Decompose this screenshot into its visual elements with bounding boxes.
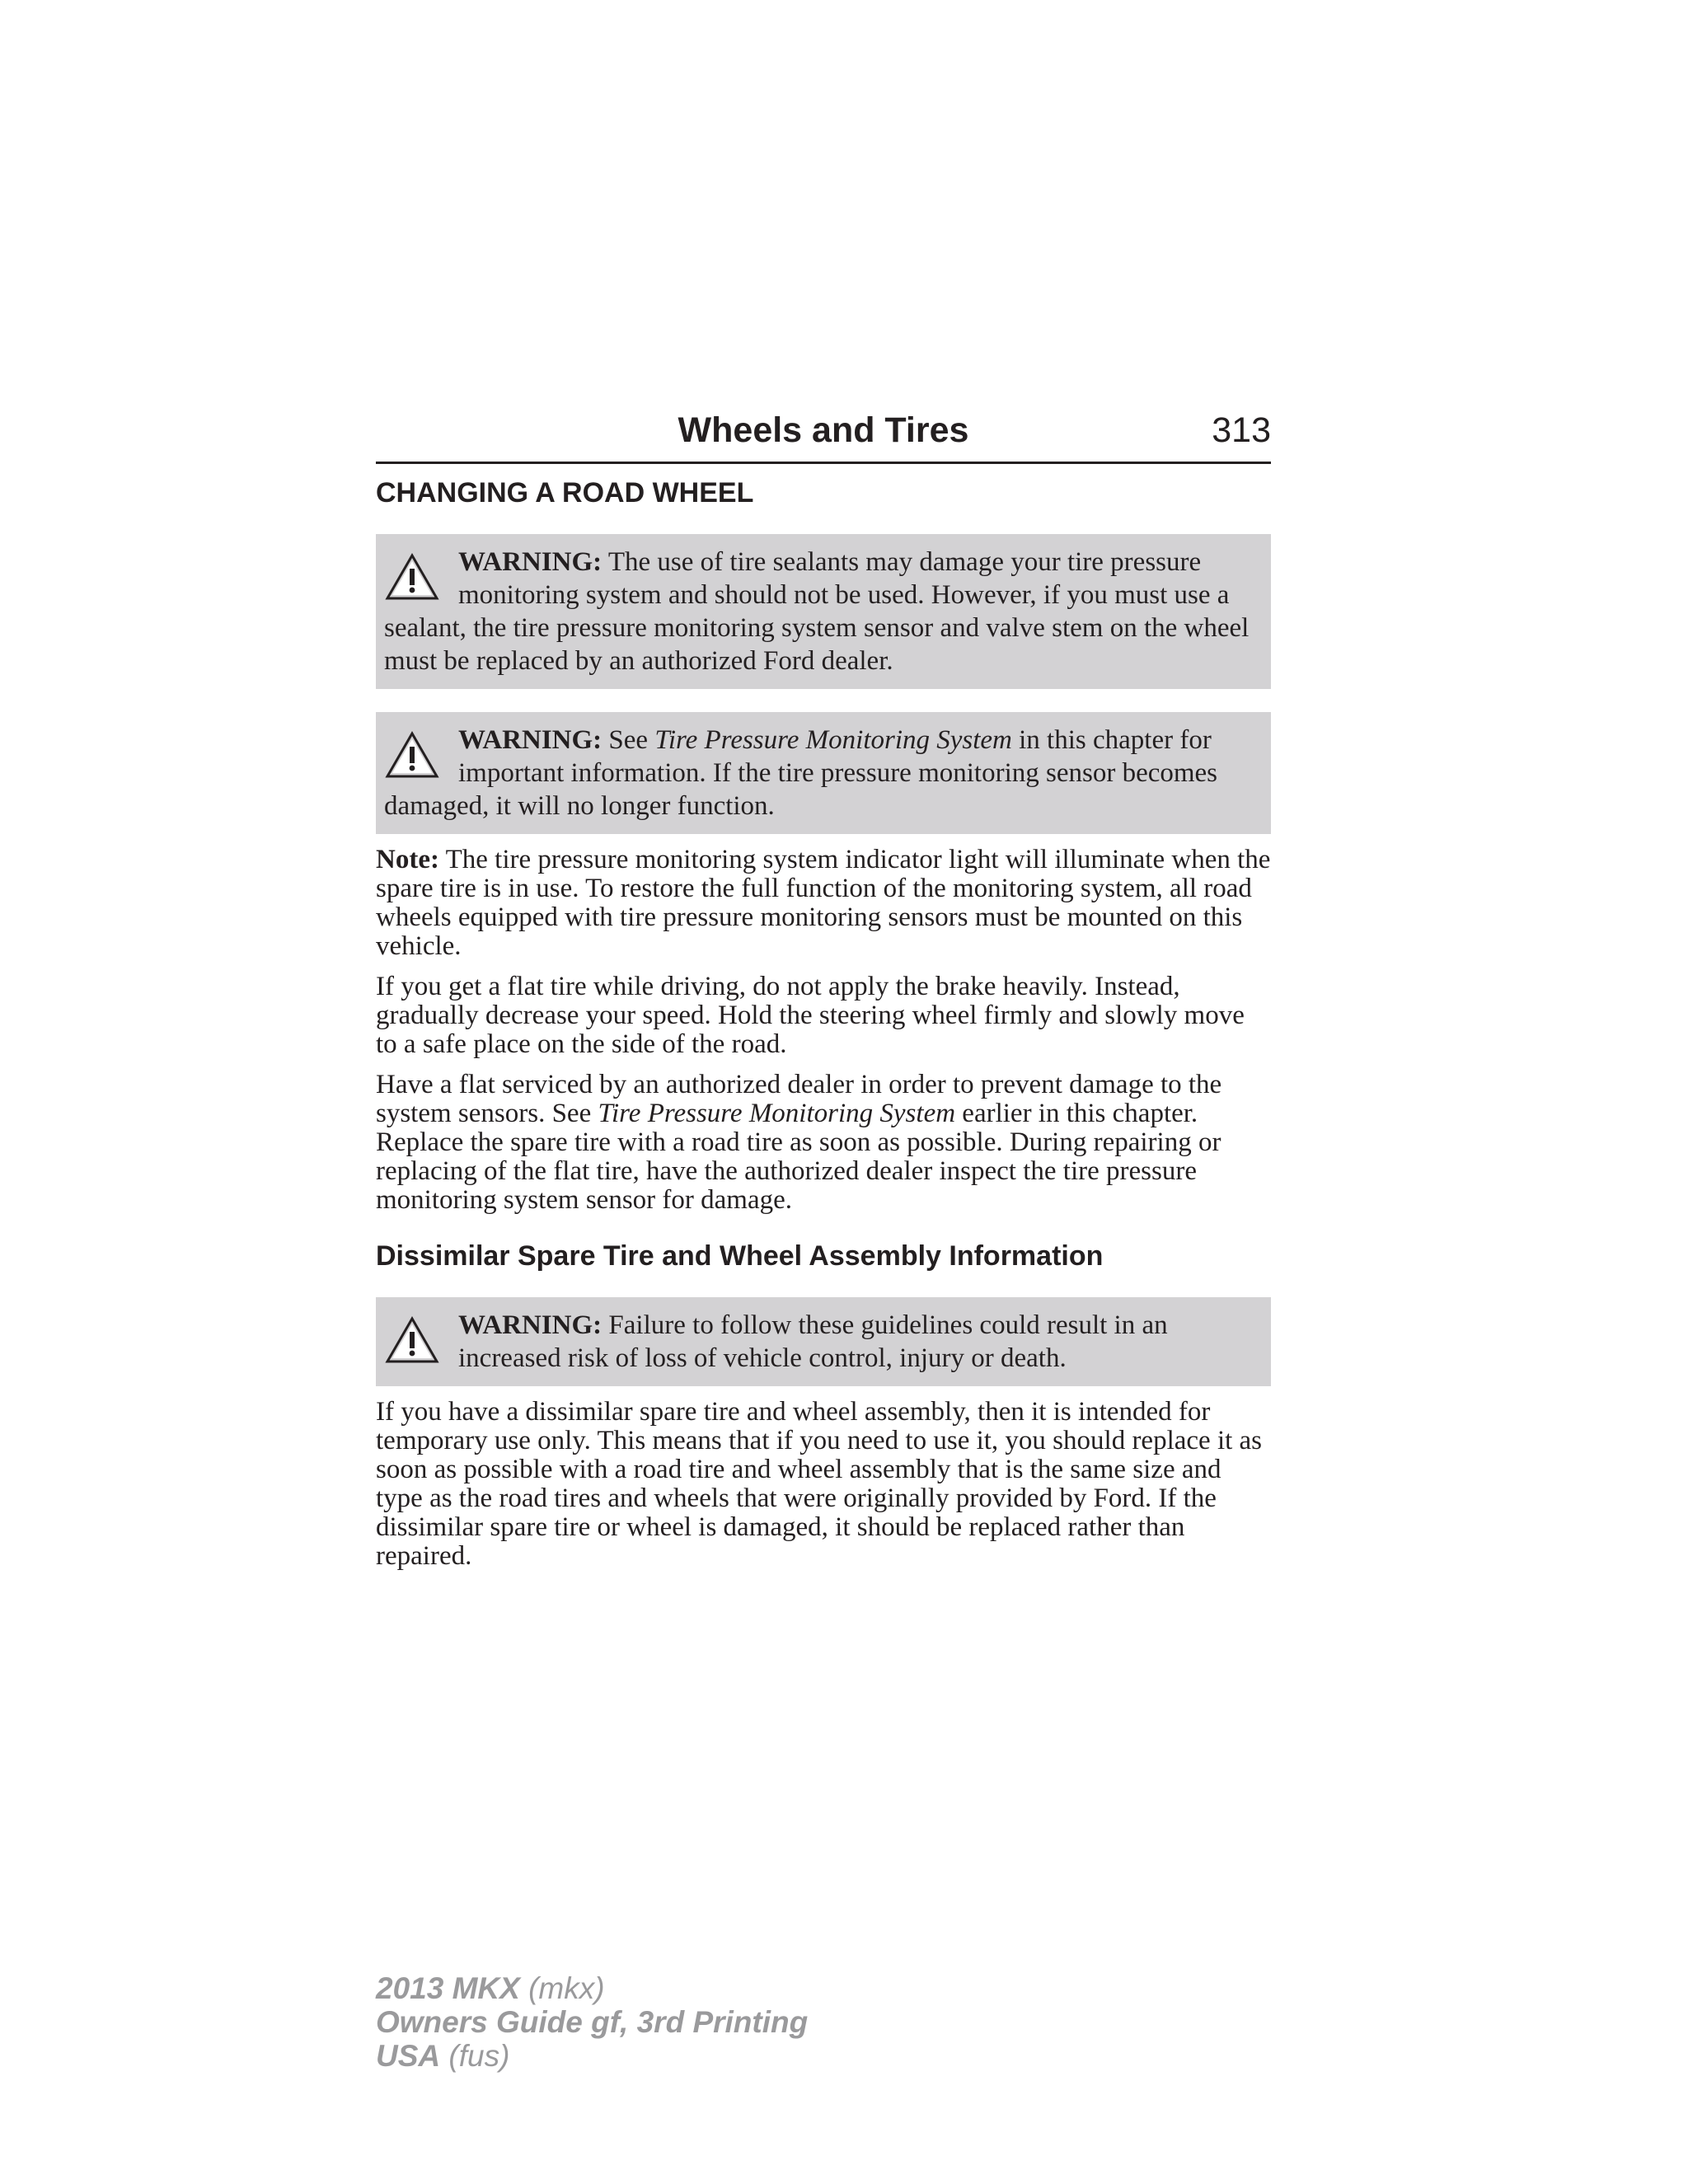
flat-tire-paragraph: If you get a flat tire while driving, do not apply the brake heavily. Instead, gradually decrease your speed. Hold the steering wheel firmly and slowly move to a safe place on the side of the road. [376, 972, 1245, 1059]
warning-text: The use of tire sealants may damage your tire pressure monitoring system and should not be used. However, if you must use a sealant, the tire pressure monitoring system sensor and valve stem on the wheel must be replaced by an authorized Ford dealer. [384, 547, 1250, 676]
dissimilar-paragraph: If you have a dissimilar spare tire and wheel assembly, then it is intended for temporary use only. This means that if you need to use it, you should replace it as soon as possible with a road tire and wheel assembly that is the same size and type as the road tires and wheels that were originally provided by Ford. If the dissimilar spare tire or wheel is damaged, it should be replaced rather than repaired. [376, 1397, 1263, 1571]
service-paragraph [376, 1071, 1271, 1215]
cross-reference: Tire Pressure Monitoring System [654, 725, 1012, 755]
note-paragraph [376, 846, 1271, 961]
warning-label: WARNING: [458, 547, 603, 577]
warning-text: See [602, 725, 655, 755]
section-heading: CHANGING A ROAD WHEEL [376, 477, 754, 509]
warning-label: WARNING: [458, 1310, 603, 1340]
page-number: 313 [1212, 410, 1271, 450]
page-content [376, 475, 1271, 1582]
chapter-title: Wheels and Tires [678, 410, 969, 450]
page-header [376, 404, 1271, 464]
warning-triangle-icon [384, 552, 440, 602]
note-label: Note: [376, 845, 439, 874]
warning-triangle-icon [384, 730, 440, 780]
warning-label: WARNING: [458, 725, 603, 755]
warning-text: Failure to follow these guidelines could result in an increased risk of loss of vehicle control, injury or death. [458, 1310, 1168, 1373]
warning-triangle-icon [384, 1315, 440, 1365]
service-text: Have a flat serviced by an authorized dealer in order to prevent damage to the system sensors. See [376, 1070, 1222, 1128]
cross-reference: Tire Pressure Monitoring System [598, 1099, 956, 1128]
warning-box-dissimilar [376, 1297, 1271, 1386]
warning-text: in this chapter for important information. If the tire pressure monitoring sensor becomes damaged, it will no longer function. [384, 725, 1218, 821]
footer-model: 2013 MKX (mkx) [376, 1971, 605, 2005]
note-text: The tire pressure monitoring system indicator light will illuminate when the spare tire is in use. To restore the full function of the monitoring system, all road wheels equipped with tire pressure monitoring sensors must be mounted on this vehicle. [376, 845, 1271, 961]
page-footer [376, 1971, 808, 2073]
warning-box-sealants [376, 534, 1271, 689]
footer-guide: Owners Guide gf, 3rd Printing [376, 2005, 809, 2039]
footer-region: USA (fus) [376, 2039, 510, 2073]
service-text: earlier in this chapter. Replace the spare tire with a road tire as soon as possible. During repairing or replacing of the flat tire, have the authorized dealer inspect the tire pressure monitoring system sensor for damage. [376, 1099, 1221, 1215]
warning-box-tpms [376, 712, 1271, 834]
subsection-heading: Dissimilar Spare Tire and Wheel Assembly Information [376, 1240, 1104, 1272]
